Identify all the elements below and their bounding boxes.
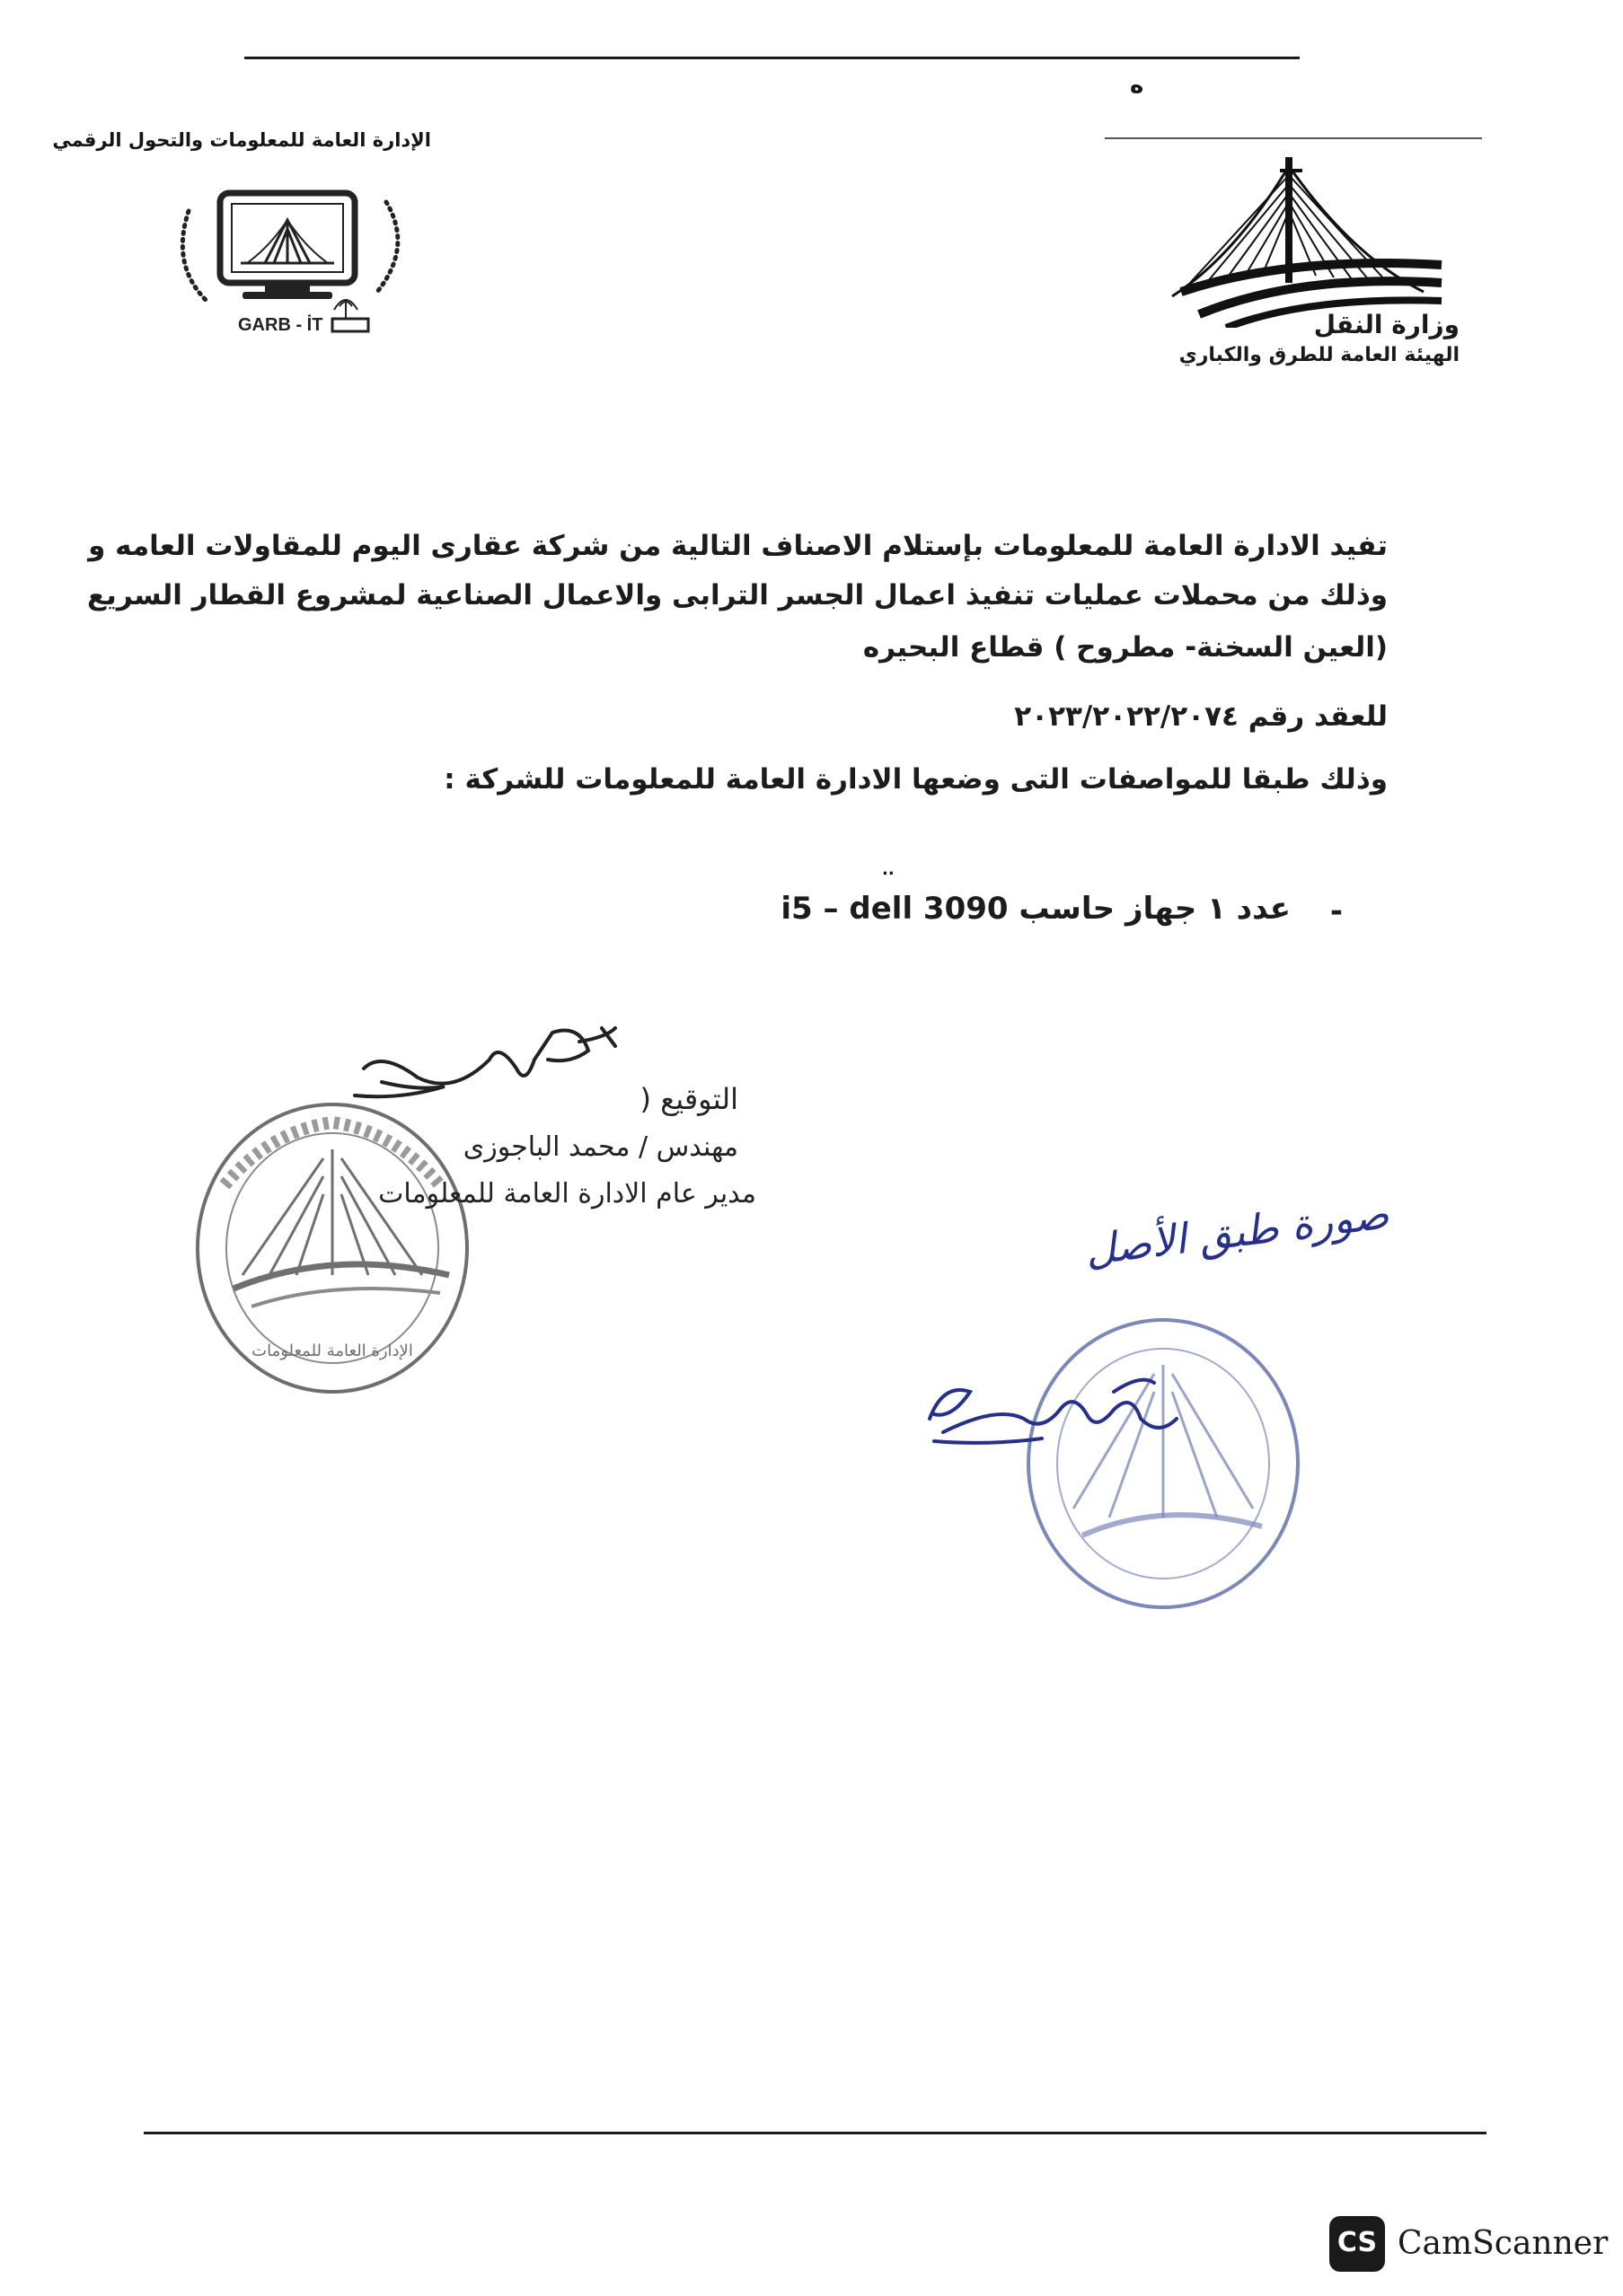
camscanner-label: CamScanner bbox=[1398, 2225, 1609, 2262]
page-mark: ه bbox=[1130, 72, 1144, 99]
item-dots: .. bbox=[882, 860, 895, 879]
top-rule bbox=[244, 57, 1300, 59]
handwritten-note: صورة طبق الأصل bbox=[1081, 1189, 1392, 1275]
body-line-2: وذلك من محملات عمليات تنفيذ اعمال الجسر الترابى والاعمال الصناعية لمشروع القطار السريع bbox=[87, 579, 1388, 611]
bottom-rule bbox=[144, 2132, 1486, 2134]
engineer-name: مهندس / محمد الباجوزى bbox=[463, 1131, 738, 1163]
camscanner-badge bbox=[1329, 2216, 1385, 2272]
camscanner-badge-text: CS bbox=[1336, 2227, 1378, 2258]
item-line: عدد ١ جهاز حاسب i5 – dell 3090 bbox=[781, 891, 1291, 927]
signature-label: التوقيع ( bbox=[639, 1082, 738, 1116]
authority-name: الهيئة العامة للطرق والكباري bbox=[1178, 344, 1460, 366]
it-department-name: الإدارة العامة للمعلومات والتحول الرقمي bbox=[52, 129, 431, 151]
item-bullet: - bbox=[1329, 893, 1343, 929]
specs-line: وذلك طبقا للمواصفات التى وضعها الادارة العامة للمعلومات للشركة : bbox=[444, 763, 1388, 796]
bridge-logo-icon bbox=[1154, 148, 1460, 328]
header-rule bbox=[1105, 137, 1482, 139]
signature-scribble-right bbox=[916, 1356, 1204, 1455]
body-line-1: تفيد الادارة العامة للمعلومات بإستلام الاصناف التالية من شركة عقارى اليوم للمقاولات العامه و bbox=[88, 530, 1388, 562]
it-department-logo bbox=[52, 126, 431, 341]
ministry-logo bbox=[1154, 148, 1460, 382]
contract-number: للعقد رقم ٢٠٢٣/٢٠٢٢/٢٠٧٤ bbox=[1014, 700, 1388, 733]
ministry-name: وزارة النقل bbox=[1313, 310, 1460, 339]
svg-text:GARB - İT: GARB - İT bbox=[238, 315, 323, 335]
svg-text:الإدارة العامة للمعلومات: الإدارة العامة للمعلومات bbox=[251, 1342, 413, 1360]
monitor-bridge-icon bbox=[144, 157, 431, 337]
body-line-3: (العين السخنة- مطروح ) قطاع البحيره bbox=[862, 631, 1388, 664]
engineer-position: مدير عام الادارة العامة للمعلومات bbox=[378, 1178, 756, 1210]
official-stamp-left bbox=[189, 1095, 476, 1401]
